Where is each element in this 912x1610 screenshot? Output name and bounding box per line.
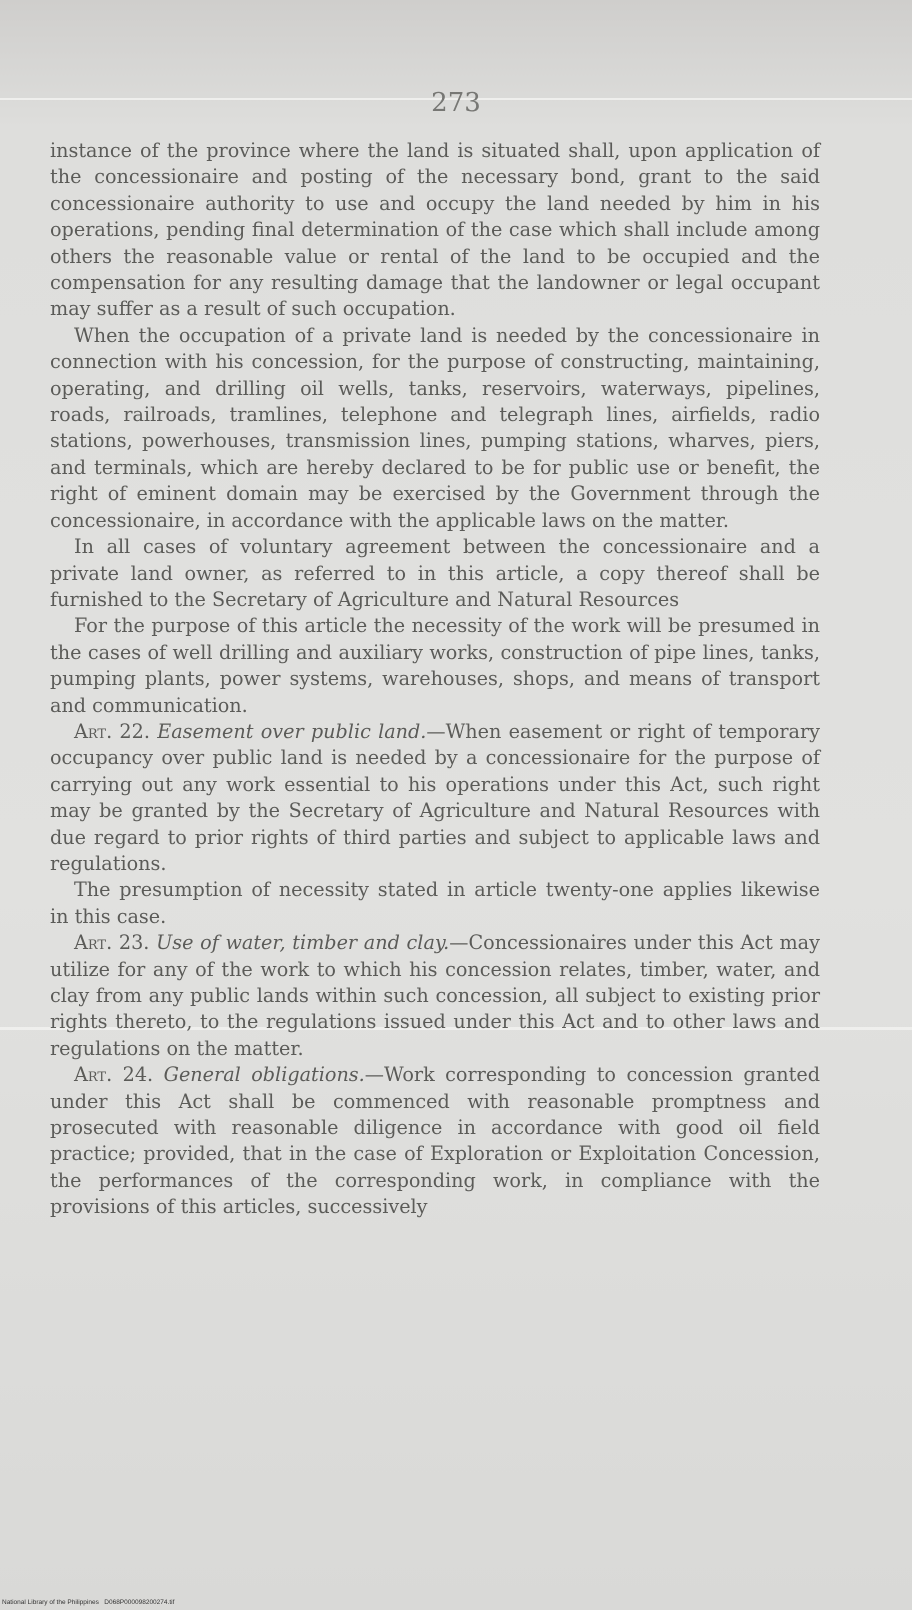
article-23 [50, 930, 820, 1062]
article-22-title: Easement over public land. [157, 719, 427, 743]
body-text [50, 138, 820, 1221]
article-24-text: —Work corresponding to concession granted under this Act shall be commenced with reasonable promptness and prosecuted with reasonable diligence in accordance with good oil field practice; provided, that in the case of Exploration or Exploitation Concession, the performances of the corresponding work, in compliance with the provisions of this articles, successively [50, 1063, 820, 1219]
article-23-title: Use of water, timber and clay. [156, 931, 450, 955]
article-24-number: Art. 24. [74, 1063, 154, 1087]
paragraph-continuation: instance of the province where the land is situated shall, upon application of the concessionaire and posting of the necessary bond, grant to the said concessionaire authority to use and occupy the land needed by him in his operations, pending final determination of the case which shall include among others the reasonable value or rental of the land to be occupied and the compensation for any resulting damage that the landowner or legal occupant may suffer as a result of such occupation. [50, 139, 820, 321]
article-24 [50, 1062, 820, 1220]
paragraph-presumption [50, 877, 820, 930]
article-23-text: —Concessionaires under this Act may utilize for any of the work to which his concession relates, timber, water, and clay from any public lands within such concession, all subject to existing prior rights thereto, to the regulations issued under this Act and to other laws and regulations on the matter. [50, 931, 820, 1060]
article-23-number: Art. 23. [74, 931, 150, 955]
paragraph-voluntary-agreement: In all cases of voluntary agreement between the concessionaire and a private land owner, as referred to in this article, a copy thereof shall be furnished to the Secretary of Agriculture and Natural Resources [50, 535, 820, 611]
article-22-number: Art. 22. [74, 719, 150, 743]
presumption-text: The presumption of necessity stated in article twenty-one applies likewise in this case. [50, 878, 820, 928]
article-24-title: General obligations. [163, 1063, 365, 1087]
footer-id: D068P000098200274.tif [104, 1599, 175, 1606]
scan-footer [2, 1599, 174, 1606]
article-22-text: —When easement or right of temporary occupancy over public land is needed by a concessionaire for the purpose of carrying out any work essential to his operations under this Act, such right may be granted by the Secretary of Agriculture and Natural Resources with due regard to prior rights of third parties and subject to applicable laws and regulations. [50, 719, 820, 875]
paragraph-eminent-domain: When the occupation of a private land is needed by the concessionaire in connection with his concession, for the purpose of constructing, maintaining, operating, and drilling oil wells, tanks, reservoirs, waterways, pipelines, roads, railroads, tramlines, telephone and telegraph lines, airfields, radio stations, powerhouses, transmission lines, pumping stations, wharves, piers, and terminals, which are hereby declared to be for public use or benefit, the right of eminent domain may be exercised by the Government through the concessionaire, in accordance with the applicable laws on the matter. [50, 323, 820, 532]
article-22 [50, 719, 820, 877]
page-number: 273 [431, 88, 481, 118]
footer-source: National Library of the Philippines [2, 1599, 99, 1606]
paragraph-necessity: For the purpose of this article the necessity of the work will be presumed in the cases of well drilling and auxiliary works, construction of pipe lines, tanks, pumping plants, power systems, warehouses, shops, and means of transport and communication. [50, 614, 820, 717]
